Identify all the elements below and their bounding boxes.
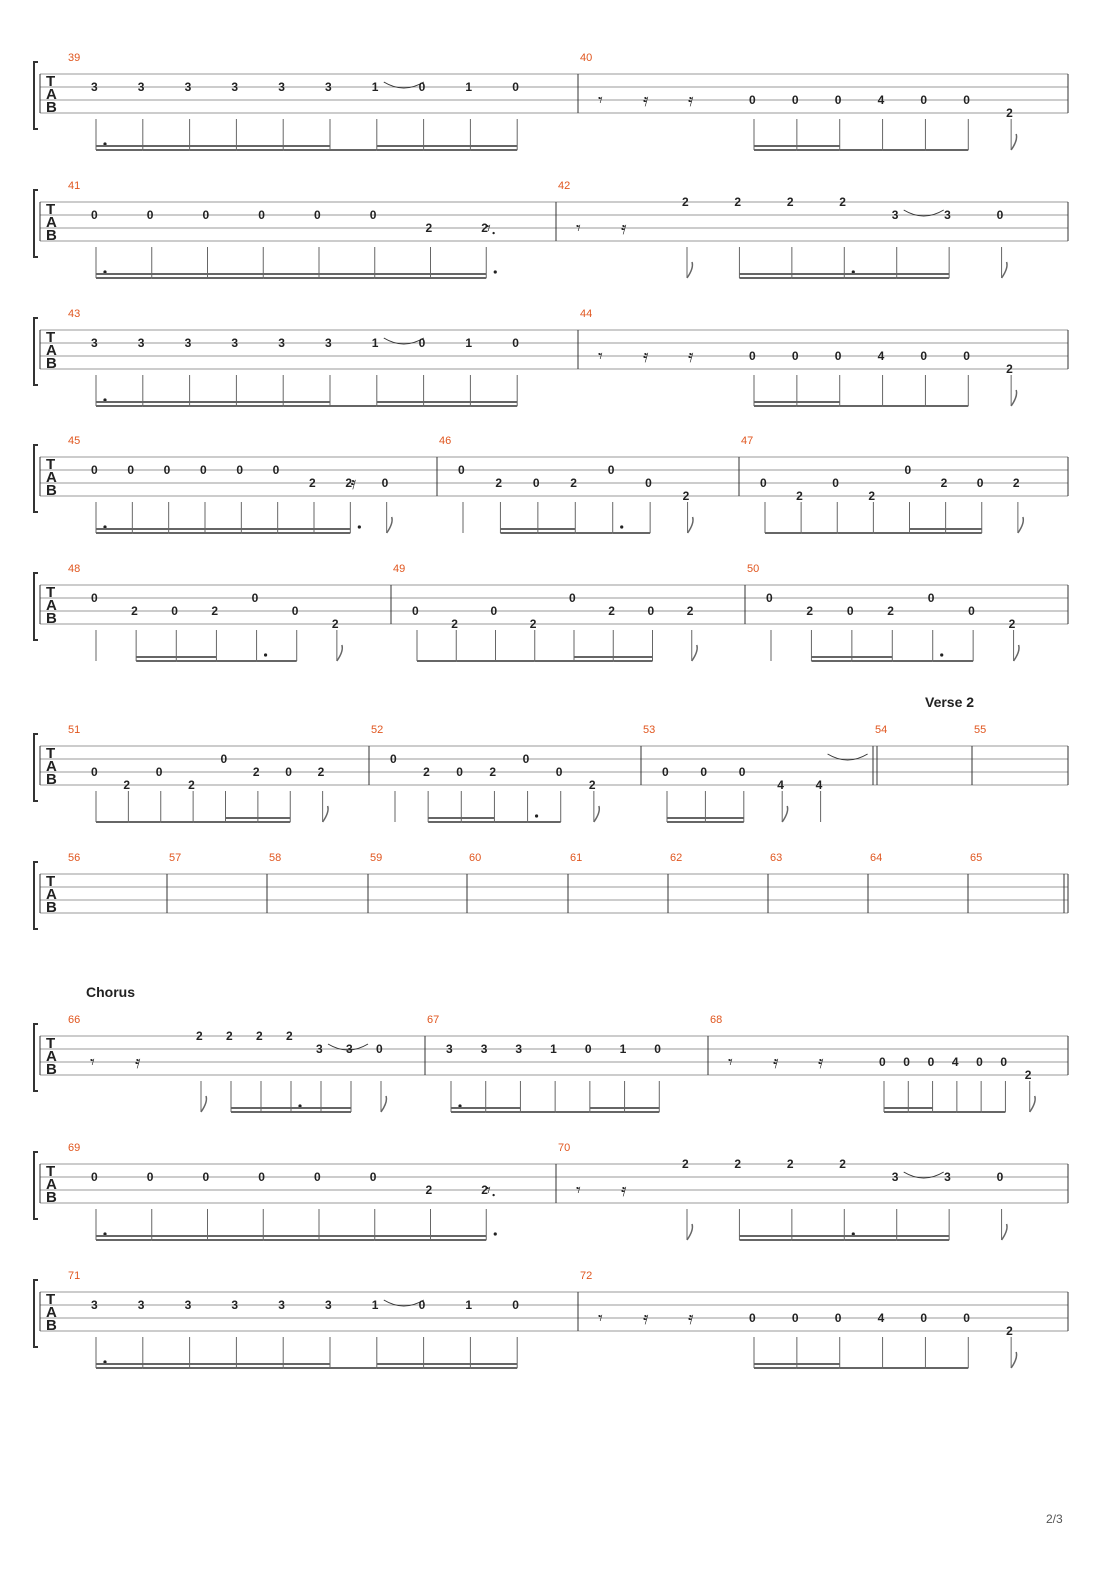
fret-number: 3 bbox=[325, 336, 332, 350]
measure-number: 45 bbox=[68, 435, 81, 447]
fret-number: 0 bbox=[418, 1298, 426, 1312]
tab-clef-letter: B bbox=[46, 899, 57, 916]
fret-number: 0 bbox=[832, 476, 839, 490]
dot bbox=[494, 1232, 497, 1235]
fret-number: 2 bbox=[123, 778, 131, 792]
fret-number: 0 bbox=[258, 208, 265, 222]
note-flag bbox=[688, 517, 693, 533]
note-flag bbox=[1011, 390, 1016, 406]
fret-number: 1 bbox=[465, 1298, 473, 1312]
measure-number: 59 bbox=[370, 852, 383, 864]
fret-number: 3 bbox=[91, 1298, 98, 1312]
fret-number: 1 bbox=[550, 1042, 557, 1056]
rest-symbol: 𝄾 bbox=[728, 1052, 733, 1073]
rest-symbol: 𝄿 bbox=[643, 346, 649, 367]
fret-number: 0 bbox=[963, 1311, 970, 1325]
fret-number: 3 bbox=[891, 1170, 899, 1184]
fret-number: 2 bbox=[317, 765, 325, 779]
tab-clef-letter: B bbox=[46, 227, 57, 244]
dot bbox=[358, 525, 361, 528]
fret-number: 0 bbox=[490, 604, 498, 618]
fret-number: 2 bbox=[196, 1029, 203, 1043]
tab-clef-letter: A bbox=[46, 86, 57, 103]
rest-symbol: 𝄿 bbox=[688, 90, 694, 111]
fret-number: 0 bbox=[749, 1311, 756, 1325]
fret-number: 0 bbox=[512, 80, 519, 94]
fret-number: 0 bbox=[607, 463, 615, 477]
fret-number: 0 bbox=[91, 1170, 98, 1184]
note-flag bbox=[687, 262, 692, 278]
fret-number: 0 bbox=[700, 765, 708, 779]
rest-symbol: 𝄿 bbox=[621, 218, 627, 239]
fret-number: 0 bbox=[791, 1311, 799, 1325]
fret-number: 2 bbox=[425, 1183, 433, 1197]
tab-clef-letter: B bbox=[46, 99, 57, 116]
note-flag bbox=[1002, 262, 1007, 278]
measure-number: 55 bbox=[974, 724, 987, 736]
fret-number: 3 bbox=[231, 336, 239, 350]
tab-clef-letter: T bbox=[46, 584, 56, 601]
fret-number: 0 bbox=[920, 349, 928, 363]
note-flag bbox=[687, 1224, 692, 1240]
fret-number: 0 bbox=[390, 752, 397, 766]
note-flag bbox=[323, 806, 328, 822]
tab-clef-letter: A bbox=[46, 1048, 57, 1065]
fret-number: 0 bbox=[171, 604, 178, 618]
measure-number: 39 bbox=[68, 52, 81, 64]
tab-clef-letter: T bbox=[46, 1035, 56, 1052]
section-label-chorus: Chorus bbox=[86, 984, 135, 1000]
fret-number: 0 bbox=[91, 208, 98, 222]
dot bbox=[494, 270, 497, 273]
fret-number: 2 bbox=[839, 1157, 846, 1171]
tab-clef-letter: B bbox=[46, 610, 57, 627]
fret-number: 3 bbox=[278, 336, 285, 350]
fret-number: 0 bbox=[920, 93, 928, 107]
fret-number: 0 bbox=[927, 591, 935, 605]
tab-clef-letter: T bbox=[46, 1163, 56, 1180]
fret-number: 0 bbox=[791, 349, 799, 363]
fret-number: 0 bbox=[834, 349, 842, 363]
rest-symbol: 𝄿 bbox=[773, 1052, 779, 1073]
fret-number: 2 bbox=[786, 195, 794, 209]
fret-number: 0 bbox=[1000, 1055, 1008, 1069]
rest-symbol: 𝄿 bbox=[688, 1308, 694, 1329]
fret-number: 0 bbox=[146, 208, 154, 222]
fret-number: 2 bbox=[734, 195, 742, 209]
measure-number: 42 bbox=[558, 180, 571, 192]
measure-number: 57 bbox=[169, 852, 182, 864]
tab-clef-letter: B bbox=[46, 1189, 57, 1206]
fret-number: 1 bbox=[371, 336, 379, 350]
tab-clef-letter: A bbox=[46, 1304, 57, 1321]
tab-clef-letter: A bbox=[46, 597, 57, 614]
tab-clef-letter: A bbox=[46, 886, 57, 903]
tab-clef-letter: B bbox=[46, 1317, 57, 1334]
fret-number: 3 bbox=[137, 336, 145, 350]
note-flag bbox=[337, 645, 342, 661]
page-number: 2/3 bbox=[1046, 1512, 1063, 1526]
rest-symbol: 𝄿 bbox=[621, 1180, 627, 1201]
measure-number: 44 bbox=[580, 308, 593, 320]
rest-symbol: 𝄾 bbox=[576, 1180, 581, 1201]
system-brace bbox=[34, 862, 38, 929]
fret-number: 0 bbox=[418, 336, 426, 350]
fret-number: 0 bbox=[834, 93, 842, 107]
dot bbox=[535, 814, 538, 817]
measure-number: 50 bbox=[747, 563, 760, 575]
note-flag bbox=[1011, 1352, 1016, 1368]
fret-number: 2 bbox=[940, 476, 948, 490]
fret-number: 0 bbox=[968, 604, 975, 618]
fret-number: 0 bbox=[996, 1170, 1004, 1184]
fret-number: 1 bbox=[371, 1298, 379, 1312]
fret-number: 4 bbox=[877, 349, 885, 363]
measure-number: 61 bbox=[570, 852, 583, 864]
fret-number: 2 bbox=[425, 221, 433, 235]
measure-number: 56 bbox=[68, 852, 81, 864]
fret-number: 0 bbox=[91, 591, 98, 605]
fret-number: 2 bbox=[686, 604, 694, 618]
fret-number: 1 bbox=[465, 80, 473, 94]
fret-number: 2 bbox=[489, 765, 497, 779]
fret-number: 0 bbox=[647, 604, 655, 618]
fret-number: 2 bbox=[226, 1029, 233, 1043]
fret-number: 3 bbox=[446, 1042, 453, 1056]
rest-symbol: 𝄿 bbox=[643, 1308, 649, 1329]
measure-number: 41 bbox=[68, 180, 81, 192]
fret-number: 3 bbox=[231, 1298, 239, 1312]
fret-number: 0 bbox=[920, 1311, 928, 1325]
system-brace bbox=[34, 734, 38, 801]
fret-number: 2 bbox=[734, 1157, 742, 1171]
fret-number: 2 bbox=[481, 221, 488, 235]
fret-number: 2 bbox=[1006, 1324, 1013, 1338]
tab-clef-letter: A bbox=[46, 469, 57, 486]
tab-clef-letter: A bbox=[46, 342, 57, 359]
fret-number: 0 bbox=[376, 1042, 383, 1056]
measure-number: 60 bbox=[469, 852, 482, 864]
fret-number: 0 bbox=[834, 1311, 842, 1325]
fret-number: 3 bbox=[278, 80, 285, 94]
fret-number: 2 bbox=[682, 195, 689, 209]
dot bbox=[620, 525, 623, 528]
fret-number: 0 bbox=[146, 1170, 154, 1184]
fret-number: 0 bbox=[846, 604, 854, 618]
fret-number: 0 bbox=[202, 1170, 210, 1184]
rest-symbol: 𝄾 bbox=[598, 90, 603, 111]
tab-clef-letter: T bbox=[46, 1291, 56, 1308]
fret-number: 0 bbox=[963, 349, 970, 363]
fret-number: 4 bbox=[951, 1055, 959, 1069]
fret-number: 0 bbox=[996, 208, 1004, 222]
rest-symbol: 𝄿 bbox=[688, 346, 694, 367]
fret-number: 2 bbox=[796, 489, 803, 503]
fret-number: 2 bbox=[309, 476, 316, 490]
fret-number: 0 bbox=[976, 476, 984, 490]
tab-clef-letter: A bbox=[46, 758, 57, 775]
note-flag bbox=[782, 806, 787, 822]
tab-clef-letter: A bbox=[46, 214, 57, 231]
measure-number: 46 bbox=[439, 435, 452, 447]
fret-number: 3 bbox=[325, 1298, 332, 1312]
fret-number: 2 bbox=[682, 1157, 689, 1171]
fret-number: 4 bbox=[877, 93, 885, 107]
measure-number: 66 bbox=[68, 1014, 81, 1026]
fret-number: 2 bbox=[211, 604, 219, 618]
note-flag bbox=[381, 1096, 386, 1112]
tab-clef-letter: T bbox=[46, 745, 56, 762]
measure-number: 72 bbox=[580, 1270, 593, 1282]
fret-number: 2 bbox=[423, 765, 430, 779]
measure-number: 71 bbox=[68, 1270, 81, 1282]
fret-number: 0 bbox=[903, 1055, 910, 1069]
fret-number: 0 bbox=[512, 1298, 519, 1312]
fret-number: 2 bbox=[529, 617, 537, 631]
fret-number: 2 bbox=[495, 476, 503, 490]
fret-number: 0 bbox=[532, 476, 540, 490]
fret-number: 3 bbox=[184, 336, 192, 350]
measure-number: 64 bbox=[870, 852, 883, 864]
section-label-verse-2: Verse 2 bbox=[925, 694, 975, 710]
fret-number: 1 bbox=[371, 80, 379, 94]
fret-number: 0 bbox=[760, 476, 767, 490]
fret-number: 3 bbox=[316, 1042, 323, 1056]
fret-number: 3 bbox=[944, 208, 951, 222]
tab-clef-letter: B bbox=[46, 771, 57, 788]
fret-number: 2 bbox=[839, 195, 846, 209]
fret-number: 0 bbox=[512, 336, 519, 350]
fret-number: 0 bbox=[369, 208, 377, 222]
tab-clef-letter: T bbox=[46, 873, 56, 890]
rest-symbol: 𝄾 bbox=[598, 346, 603, 367]
note-flag bbox=[1011, 134, 1016, 150]
measure-number: 51 bbox=[68, 724, 81, 736]
system-brace bbox=[34, 62, 38, 129]
fret-number: 3 bbox=[231, 80, 239, 94]
fret-number: 2 bbox=[1024, 1068, 1032, 1082]
fret-number: 2 bbox=[570, 476, 577, 490]
fret-number: 2 bbox=[588, 778, 596, 792]
tab-clef-letter: A bbox=[46, 1176, 57, 1193]
fret-number: 2 bbox=[887, 604, 894, 618]
measure-number: 53 bbox=[643, 724, 656, 736]
fret-number: 0 bbox=[766, 591, 773, 605]
fret-number: 3 bbox=[91, 80, 98, 94]
note-flag bbox=[387, 517, 392, 533]
fret-number: 2 bbox=[481, 1183, 488, 1197]
fret-number: 3 bbox=[891, 208, 899, 222]
fret-number: 0 bbox=[272, 463, 280, 477]
fret-number: 0 bbox=[738, 765, 746, 779]
dot bbox=[940, 653, 943, 656]
rest-symbol: 𝄾. bbox=[486, 1180, 497, 1201]
fret-number: 1 bbox=[619, 1042, 627, 1056]
fret-number: 3 bbox=[480, 1042, 488, 1056]
fret-number: 0 bbox=[654, 1042, 661, 1056]
dot bbox=[264, 653, 267, 656]
measure-number: 69 bbox=[68, 1142, 81, 1154]
fret-number: 3 bbox=[137, 1298, 145, 1312]
tab-clef-letter: B bbox=[46, 1061, 57, 1078]
fret-number: 2 bbox=[1006, 106, 1013, 120]
fret-number: 2 bbox=[1012, 476, 1020, 490]
measure-number: 62 bbox=[670, 852, 683, 864]
fret-number: 3 bbox=[184, 1298, 192, 1312]
fret-number: 0 bbox=[927, 1055, 935, 1069]
fret-number: 3 bbox=[346, 1042, 353, 1056]
fret-number: 0 bbox=[418, 80, 426, 94]
fret-number: 3 bbox=[944, 1170, 951, 1184]
fret-number: 0 bbox=[963, 93, 970, 107]
rest-symbol: 𝄿 bbox=[135, 1052, 141, 1073]
system-brace bbox=[34, 318, 38, 385]
fret-number: 0 bbox=[662, 765, 669, 779]
fret-number: 0 bbox=[569, 591, 576, 605]
fret-number: 0 bbox=[522, 752, 530, 766]
fret-number: 2 bbox=[786, 1157, 794, 1171]
fret-number: 0 bbox=[904, 463, 912, 477]
fret-number: 2 bbox=[131, 604, 138, 618]
note-flag bbox=[692, 645, 697, 661]
system-brace bbox=[34, 445, 38, 512]
fret-number: 2 bbox=[608, 604, 615, 618]
fret-number: 4 bbox=[877, 1311, 885, 1325]
measure-number: 40 bbox=[580, 52, 593, 64]
fret-number: 0 bbox=[791, 93, 799, 107]
fret-number: 0 bbox=[285, 765, 292, 779]
note-flag bbox=[1018, 517, 1023, 533]
rest-symbol: 𝄾 bbox=[90, 1052, 95, 1073]
measure-number: 48 bbox=[68, 563, 81, 575]
rest-symbol: 𝄿 bbox=[350, 473, 357, 494]
fret-number: 0 bbox=[155, 765, 163, 779]
fret-number: 1 bbox=[465, 336, 473, 350]
fret-number: 2 bbox=[682, 489, 690, 503]
fret-number: 2 bbox=[451, 617, 458, 631]
fret-number: 2 bbox=[1008, 617, 1016, 631]
fret-number: 2 bbox=[256, 1029, 263, 1043]
note-flag bbox=[1002, 1224, 1007, 1240]
rest-symbol: 𝄿 bbox=[818, 1052, 824, 1073]
system-brace bbox=[34, 190, 38, 257]
tab-clef-letter: T bbox=[46, 329, 56, 346]
rest-symbol: 𝄾 bbox=[576, 218, 581, 239]
fret-number: 0 bbox=[314, 208, 321, 222]
fret-number: 0 bbox=[200, 463, 207, 477]
fret-number: 0 bbox=[258, 1170, 265, 1184]
tab-clef-letter: T bbox=[46, 73, 56, 90]
fret-number: 0 bbox=[163, 463, 171, 477]
fret-number: 0 bbox=[749, 349, 756, 363]
fret-number: 0 bbox=[976, 1055, 983, 1069]
measure-number: 54 bbox=[875, 724, 888, 736]
note-flag bbox=[1030, 1096, 1035, 1112]
fret-number: 2 bbox=[286, 1029, 293, 1043]
fret-number: 0 bbox=[412, 604, 419, 618]
fret-number: 3 bbox=[325, 80, 332, 94]
fret-number: 3 bbox=[515, 1042, 523, 1056]
fret-number: 0 bbox=[645, 476, 652, 490]
measure-number: 65 bbox=[970, 852, 983, 864]
fret-number: 4 bbox=[815, 778, 823, 792]
rest-symbol: 𝄾. bbox=[486, 218, 497, 239]
fret-number: 0 bbox=[879, 1055, 886, 1069]
measure-number: 68 bbox=[710, 1014, 723, 1026]
fret-number: 0 bbox=[251, 591, 259, 605]
fret-number: 0 bbox=[369, 1170, 377, 1184]
note-flag bbox=[1014, 645, 1019, 661]
fret-number: 4 bbox=[777, 778, 784, 792]
fret-number: 3 bbox=[137, 80, 145, 94]
fret-number: 0 bbox=[127, 463, 135, 477]
system-brace bbox=[34, 1152, 38, 1219]
tab-clef-letter: T bbox=[46, 201, 56, 218]
fret-number: 0 bbox=[91, 463, 98, 477]
fret-number: 0 bbox=[458, 463, 465, 477]
fret-number: 0 bbox=[91, 765, 98, 779]
measure-number: 63 bbox=[770, 852, 783, 864]
fret-number: 0 bbox=[456, 765, 463, 779]
fret-number: 2 bbox=[1006, 362, 1013, 376]
fret-number: 2 bbox=[331, 617, 339, 631]
tab-clef-letter: B bbox=[46, 355, 57, 372]
fret-number: 2 bbox=[806, 604, 814, 618]
system-brace bbox=[34, 573, 38, 640]
fret-number: 0 bbox=[220, 752, 228, 766]
fret-number: 2 bbox=[868, 489, 876, 503]
fret-number: 2 bbox=[252, 765, 260, 779]
fret-number: 0 bbox=[314, 1170, 321, 1184]
fret-number: 2 bbox=[188, 778, 195, 792]
fret-number: 0 bbox=[291, 604, 299, 618]
tab-clef-letter: T bbox=[46, 456, 56, 473]
note-flag bbox=[201, 1096, 206, 1112]
rest-symbol: 𝄾 bbox=[598, 1308, 603, 1329]
fret-number: 0 bbox=[584, 1042, 592, 1056]
fret-number: 0 bbox=[555, 765, 563, 779]
fret-number: 0 bbox=[236, 463, 244, 477]
measure-number: 43 bbox=[68, 308, 81, 320]
tab-clef-letter: B bbox=[46, 482, 57, 499]
measure-number: 49 bbox=[393, 563, 406, 575]
rest-symbol: 𝄿 bbox=[643, 90, 649, 111]
measure-number: 70 bbox=[558, 1142, 571, 1154]
note-flag bbox=[594, 806, 599, 822]
fret-number: 0 bbox=[749, 93, 756, 107]
measure-number: 67 bbox=[427, 1014, 440, 1026]
fret-number: 0 bbox=[381, 476, 389, 490]
system-brace bbox=[34, 1280, 38, 1347]
fret-number: 2 bbox=[345, 476, 353, 490]
measure-number: 47 bbox=[741, 435, 754, 447]
fret-number: 3 bbox=[184, 80, 192, 94]
system-brace bbox=[34, 1024, 38, 1091]
fret-number: 3 bbox=[278, 1298, 285, 1312]
measure-number: 52 bbox=[371, 724, 384, 736]
measure-number: 58 bbox=[269, 852, 282, 864]
fret-number: 0 bbox=[202, 208, 210, 222]
fret-number: 3 bbox=[91, 336, 98, 350]
